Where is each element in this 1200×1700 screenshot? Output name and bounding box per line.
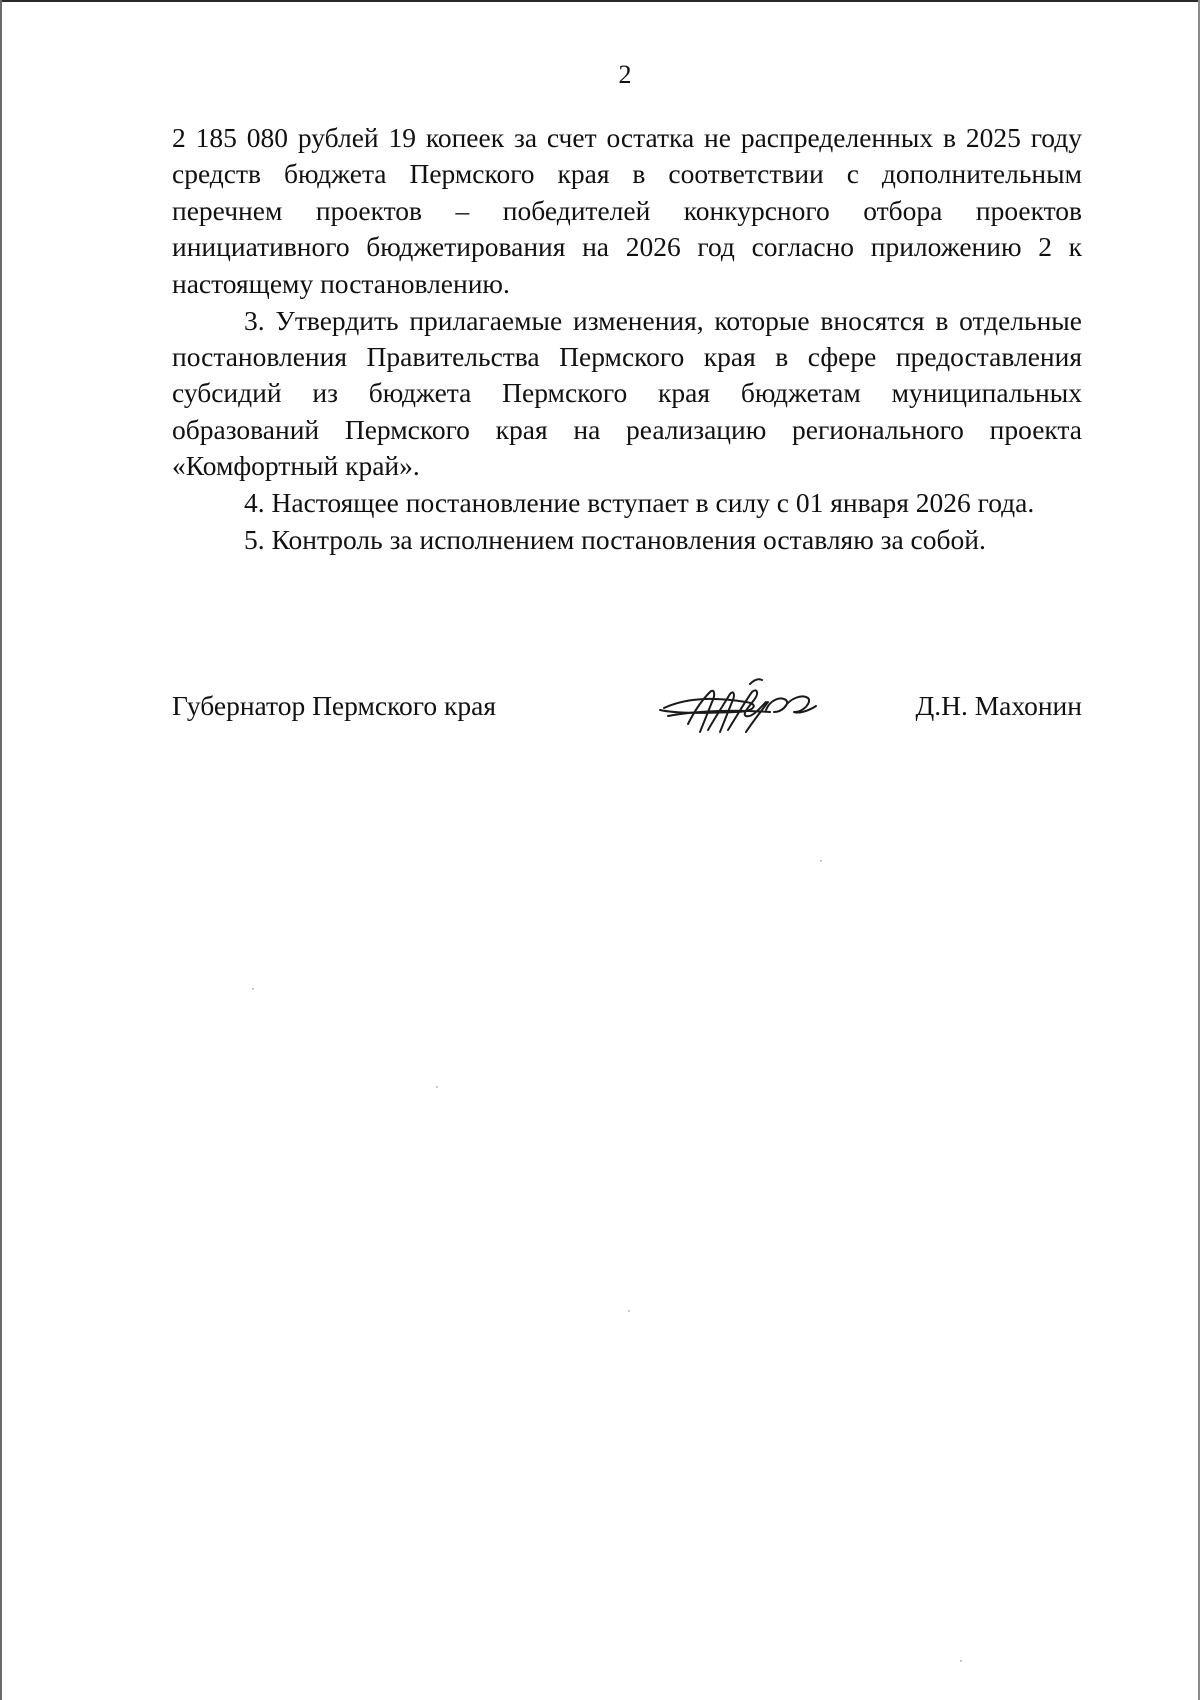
scan-border-top (0, 0, 1200, 2)
page-number: 2 (618, 60, 632, 89)
paragraph-continuation: 2 185 080 рублей 19 копеек за счет остатка не распределенных в 2025 году средств бюджета Пермского края в соответствии с дополнительным перечнем проектов – победителей конкурсного отбора проектов инициативного бюджетирования на 2026 год согласно приложению 2 к настоящему постановлению. (172, 122, 1082, 299)
paragraph-item-5: 5. Контроль за исполнением постановления оставляю за собой. (244, 523, 986, 555)
document-body (172, 120, 1082, 558)
signer-name: Д.Н. Махонин (915, 690, 1082, 721)
scan-speck (820, 860, 822, 862)
paragraph-item-4: 4. Настоящее постановление вступает в силу с 01 января 2026 года. (244, 487, 1035, 519)
scan-speck (436, 1086, 438, 1088)
handwritten-signature (650, 672, 840, 742)
signer-position: Губернатор Пермского края (172, 690, 496, 721)
scan-speck (960, 1660, 962, 1662)
scan-speck (252, 988, 254, 990)
scan-border-left (0, 0, 2, 1700)
scan-speck (628, 1310, 630, 1312)
signature-block (172, 690, 1082, 750)
paragraph-item-3: 3. Утвердить прилагаемые изменения, которые вносятся в отдельные постановления Правительства Пермского края в сфере предоставления субсидий из бюджета Пермского края бюджетам муниципальных образований Пермского края на реализацию регионального проекта «Комфортный край». (172, 304, 1082, 482)
